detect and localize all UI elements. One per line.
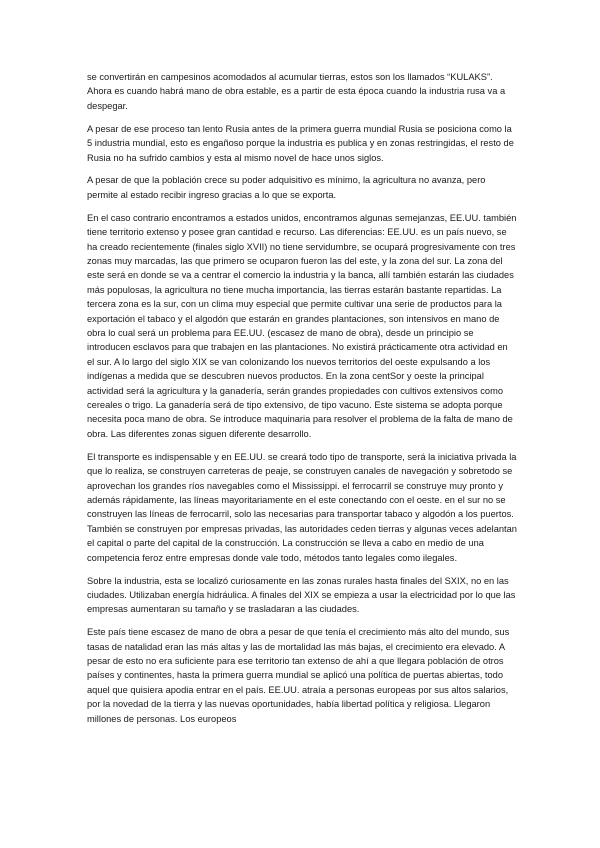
paragraph-2: A pesar de ese proceso tan lento Rusia antes de la primera guerra mundial Rusia se posiciona como la 5 industria mundial, esto es engañoso porque la industria es publica y en zonas restringidas, el resto de Rusia no ha sufrido cambios y esta al mismo novel de hace unos siglos. — [87, 123, 514, 163]
paragraph-1: se convertirán en campesinos acomodados al acumular tierras, estos son los llamados “KULAKS”. Ahora es cuando habrá mano de obra estable, es a partir de esta época cuando la industria rusa va a despegar. — [87, 72, 506, 111]
paragraph-3: A pesar de que la población crece su poder adquisitivo es mínimo, la agricultura no avanza, pero permite al estado recibir ingreso gracias a lo que se exporta. — [87, 175, 486, 200]
paragraph-7: Este país tiene escasez de mano de obra a pesar de que tenía el crecimiento más alto del mundo, sus tasas de natalidad eran las más altas y las de mortalidad las más bajas, el crecimiento era elevado. A pesar de esto no era suficiente para ese territorio tan extenso de ahí a que llegara población de otros países y continentes, hasta la primera guerra mundial se aplicó una política de puertas abiertas, todo aquel que quisiera apodia entrar en el país. EE.UU. atraía a personas europeas por sus altos salarios, por la novedad de la tierra y las nuevas oportunidades, había libertad política y religiosa. Llegaron millones de personas. Los europeos — [87, 627, 510, 724]
paragraph-5: El transporte es indispensable y en EE.UU. se creará todo tipo de transporte, será la iniciativa privada la que lo realiza, se construyen carreteras de peaje, se construyen canales de navegación y sobretodo se aprovechan los grandes ríos navegables como el Mississippi. el ferrocarril se construye muy pronto y además rápidamente, las líneas mayoritariamente en el este conectando con el oeste. en el sur no se construyen las líneas de ferrocarril, solo las necesarias para transportar tabaco y algodón a los puertos. También se construyen por empresas privadas, las autoridades ceden tierras y algunas veces adelantan el capital o parte del capital de la construcción. La construcción se lleva a cabo en medio de una competencia feroz entre empresas donde vale todo, métodos tanto legales como ilegales. — [87, 451, 517, 563]
paragraph-4: En el caso contrario encontramos a estados unidos, encontramos algunas semejanzas, EE.UU. también tiene territorio extenso y posee gran cantidad e recurso. Las diferencias: EE.UU. es un país nuevo, se ha creado recientemente (finales siglo XVII) no tiene servidumbre, se ocupará progresivamente con tres zonas muy marcadas, las que primero se ocuparon fueron las del este, y la zona del sur. La zona del este será en donde se va a centrar el comercio la industria y la banca, allí también estarán las ciudades más populosas, la agricultura no tiene mucha importancia, las tierras estarán bastante repartidas. La tercera zona es la sur, con un clima muy especial que permite cultivar una serie de productos para la exportación el tabaco y el algodón que estarán en grandes plantaciones, son intensivos en mano de obra lo cual será un problema para EE.UU. (escasez de mano de obra), desde un principio se introducen esclavos para que trabajen en las plantaciones. No existirá prácticamente otra actividad en el sur. A lo largo del siglo XIX se van colonizando los nuevos territorios del oeste expulsando a los indígenas a medida que se descubren nuevos productos. En la zona centSor y oeste la principal actividad será la agricultura y la ganadería, serán grandes propiedades con cultivos extensivos como cereales o trigo. La ganadería será de tipo extensivo, de tipo vacuno. Este sistema se adopta porque necesita poca mano de obra. Se introduce maquinaria para resolver el problema de la falta de mano de obra. Las diferentes zonas siguen diferente desarrollo. — [87, 212, 517, 439]
document-body — [87, 70, 517, 735]
paragraph-6: Sobre la industria, esta se localizó curiosamente en las zonas rurales hasta finales del SXIX, no en las ciudades. Utilizaban energía hidráulica. A finales del XIX se empieza a usar la electricidad por lo que las empresas aumentaran su tamaño y se trasladaran a las ciudades. — [87, 575, 516, 615]
